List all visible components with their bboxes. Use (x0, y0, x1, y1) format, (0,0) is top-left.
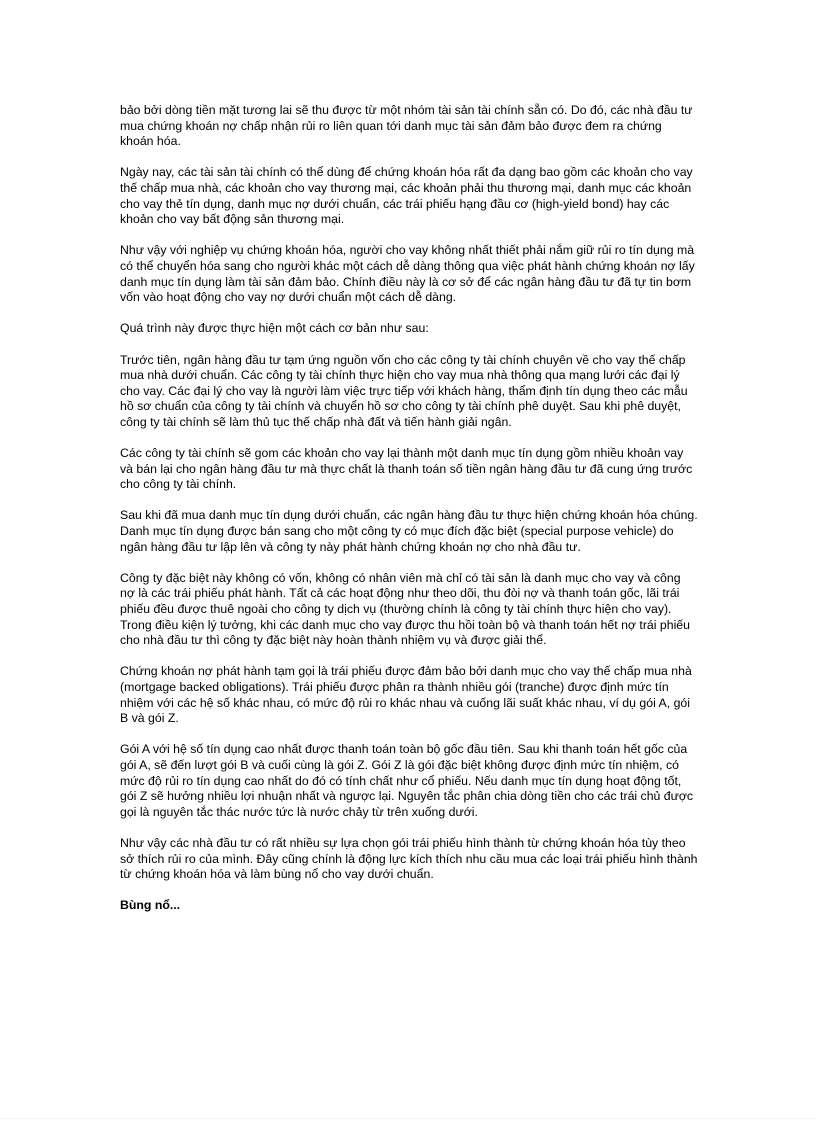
paragraph-2: Ngày nay, các tài sản tài chính có thể dùng để chứng khoán hóa rất đa dạng bao gồm các khoản cho vay thế chấp mua nhà, các khoản cho vay thương mại, các khoản phải thu thương mại, danh mục các khoản cho vay thẻ tín dụng, danh mục nợ dưới chuẩn, các trái phiếu hạng đầu cơ (high-yield bond) hay các khoản cho vay bất động sản thương mại. (120, 165, 693, 227)
paragraph-1: bảo bởi dòng tiền mặt tương lai sẽ thu được từ một nhóm tài sản tài chính sẵn có. Do đó, các nhà đầu tư mua chứng khoán nợ chấp nhận rủi ro liên quan tới danh mục tài sản đảm bảo được đem ra chứng khoán hóa. (120, 103, 693, 149)
paragraph-6: Các công ty tài chính sẽ gom các khoản cho vay lại thành một danh mục tín dụng gồm nhiều khoản vay và bán lại cho ngân hàng đầu tư mà thực chất là thanh toán số tiền ngân hàng đầu tư đã cung ứng trước cho công ty tài chính. (120, 446, 693, 492)
paragraph-7: Sau khi đã mua danh mục tín dụng dưới chuẩn, các ngân hàng đầu tư thực hiện chứng khoán hóa chúng. Danh mục tín dụng được bán sang cho một công ty có mục đích đặc biệt (special purpose vehicle) do ngân hàng đầu tư lập lên và công ty này phát hành chứng khoán nợ cho nhà đầu tư. (120, 508, 698, 554)
paragraph-9: Chứng khoán nợ phát hành tạm gọi là trái phiếu được đảm bảo bởi danh mục cho vay thế chấp mua nhà (mortgage backed obligations). Trái phiếu được phân ra thành nhiều gói (tranche) được định mức tín nhiệm với các hệ số khác nhau, có mức độ rủi ro khác nhau và cuống lãi suất khác nhau, ví dụ gói A, gói B và gói Z. (120, 664, 692, 726)
paragraph-5: Trước tiên, ngân hàng đầu tư tạm ứng nguồn vốn cho các công ty tài chính chuyên về cho vay thế chấp mua nhà dưới chuẩn. Các công ty tài chính thực hiện cho vay mua nhà thông qua mạng lưới các đại lý cho vay. Các đại lý cho vay là người làm việc trực tiếp với khách hàng, thẩm định tín dụng theo các mẫu hồ sơ chuẩn của công ty tài chính và chuyển hồ sơ cho công ty tài chính phê duyệt. Sau khi phê duyệt, công ty tài chính sẽ làm thủ tục thế chấp nhà đất và tiến hành giải ngân. (120, 352, 688, 429)
paragraph-10: Gói A với hệ số tín dụng cao nhất được thanh toán toàn bộ gốc đầu tiên. Sau khi thanh toán hết gốc của gói A, sẽ đến lượt gói B và cuối cùng là gói Z. Gói Z là gói đặc biệt không được định mức tín nhiệm, có mức độ rủi ro tín dụng cao nhất do đó có tính chất như cổ phiếu. Nếu danh mục tín dụng hoạt động tốt, gói Z sẽ hưởng nhiều lợi nhuận nhất và ngược lại. Nguyên tắc phân chia dòng tiền cho các trái chủ được gọi là nguyên tắc thác nước tức là nước chảy từ trên xuống dưới. (120, 742, 694, 819)
page-bottom-divider (0, 1118, 816, 1119)
paragraph-11: Như vậy các nhà đầu tư có rất nhiều sự lựa chọn gói trái phiếu hình thành từ chứng khoán hóa tùy theo sở thích rủi ro của mình. Đây cũng chính là động lực kích thích nhu cầu mua các loại trái phiếu hình thành từ chứng khoán hóa và làm bùng nổ cho vay dưới chuẩn. (120, 835, 698, 882)
document-body (120, 103, 698, 929)
paragraph-4: Quá trình này được thực hiện một cách cơ bản như sau: (120, 321, 429, 336)
paragraph-3: Như vậy với nghiệp vụ chứng khoán hóa, người cho vay không nhất thiết phải nắm giữ rủi ro tín dụng mà có thể chuyển hóa sang cho người khác một cách dễ dàng thông qua việc phát hành chứng khoán nợ lấy danh mục tín dụng làm tài sản đảm bảo. Chính điều này là cơ sở để các ngân hàng đầu tư đã tự tin bơm vốn vào hoạt động cho vay nợ dưới chuẩn một cách dễ dàng. (120, 243, 695, 305)
section-heading: Bùng nổ... (120, 898, 181, 913)
paragraph-8: Công ty đặc biệt này không có vốn, không có nhân viên mà chỉ có tài sản là danh mục cho vay và công nợ là các trái phiếu phát hành. Tất cả các hoạt động như theo dõi, thu đòi nợ và thanh toán gốc, lãi trái phiếu đều được thuê ngoài cho công ty dịch vụ (thường chính là công ty tài chính thực hiện cho vay). Trong điều kiện lý tưởng, khi các danh mục cho vay được thu hồi toàn bộ và thanh toán hết nợ trái phiếu cho nhà đầu tư thì công ty đặc biệt này hoàn thành nhiệm vụ và được giải thể. (120, 570, 690, 648)
